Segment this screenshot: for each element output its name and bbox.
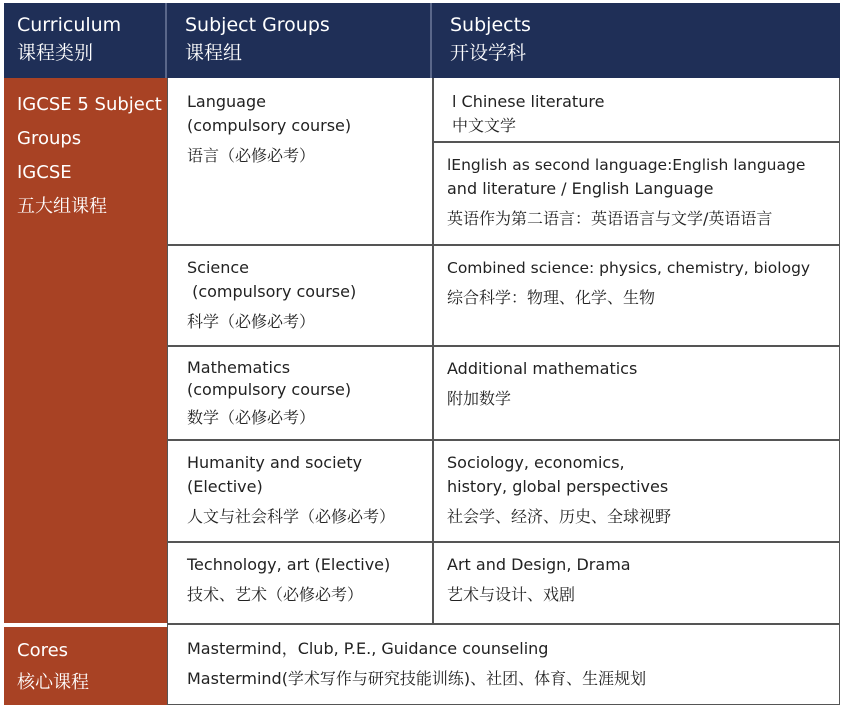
subject-math-cn: 附加数学 (447, 389, 512, 408)
group-math-en2: (compulsory course) (187, 380, 352, 399)
subject-english-en2: and literature / English Language (447, 179, 714, 198)
sidebar-igcse (4, 78, 167, 623)
group-science-en2: (compulsory course) (187, 282, 357, 301)
subject-humanity (432, 443, 840, 529)
group-tech-en: Technology, art (Elective) (187, 555, 391, 574)
subject-chinese-cn: 中文文学 (452, 116, 517, 135)
subject-science-en: Combined science: physics, chemistry, biology (447, 259, 811, 277)
sidebar-igcse-line2: Groups (17, 128, 82, 149)
subject-science-cn: 综合科学：物理、化学、生物 (447, 288, 656, 307)
subject-english-cn: 英语作为第二语言：英语语言与文学/英语语言 (447, 209, 773, 228)
subject-humanity-en1: Sociology, economics, (447, 453, 625, 472)
sidebar-igcse-line1: IGCSE 5 Subject (17, 94, 162, 115)
group-math (167, 349, 432, 429)
subject-english (432, 145, 840, 231)
curriculum-table (4, 3, 840, 705)
subject-chinese-en: l Chinese literature (452, 92, 605, 111)
group-humanity-cn: 人文与社会科学（必修必考） (187, 507, 396, 526)
header-subjects-cn: 开设学科 (450, 42, 527, 64)
subject-chinese (432, 82, 840, 138)
table-bottom-border (167, 704, 840, 705)
sidebar-cores (4, 627, 167, 705)
row-divider-2 (167, 345, 840, 347)
cores-cn: Mastermind(学术写作与研究技能训练)、社团、体育、生涯规划 (187, 669, 647, 688)
subject-tech (432, 545, 840, 607)
header-curriculum-cn: 课程类别 (17, 42, 94, 64)
group-language (167, 82, 432, 168)
sidebar-cores-cn: 核心课程 (17, 672, 89, 693)
header-subjects (432, 3, 840, 78)
group-science-cn: 科学（必修必考） (187, 312, 316, 331)
header-groups-en: Subject Groups (185, 14, 330, 36)
group-humanity (167, 443, 432, 529)
subject-english-en1: lEnglish as second language:English language (447, 156, 806, 174)
header-groups-cn: 课程组 (185, 42, 243, 64)
sidebar-cores-en: Cores (17, 640, 69, 661)
subject-math (432, 349, 840, 411)
header-subjects-en: Subjects (450, 14, 531, 36)
group-science (167, 248, 432, 334)
group-science-en1: Science (187, 258, 250, 277)
subject-science (432, 248, 840, 310)
cores-en: Mastermind，Club, P.E., Guidance counseling (187, 639, 549, 658)
group-language-en2: (compulsory course) (187, 116, 352, 135)
group-math-cn: 数学（必修必考） (187, 408, 316, 427)
header-subject-groups (167, 3, 432, 78)
group-language-en1: Language (187, 92, 266, 111)
row-divider-language-sub (432, 141, 840, 143)
group-math-en1: Mathematics (187, 358, 291, 377)
row-divider-3 (167, 439, 840, 441)
subject-humanity-en2: history, global perspectives (447, 477, 669, 496)
group-humanity-en1: Humanity and society (187, 453, 363, 472)
group-tech (167, 545, 432, 607)
subject-tech-en: Art and Design, Drama (447, 555, 631, 574)
header-curriculum-en: Curriculum (17, 14, 122, 36)
sidebar-igcse-cn: 五大组课程 (17, 196, 107, 217)
subject-math-en: Additional mathematics (447, 359, 638, 378)
group-tech-cn: 技术、艺术（必修必考） (187, 585, 364, 604)
cores-content (167, 629, 840, 691)
group-language-cn: 语言（必修必考） (187, 146, 316, 165)
row-divider-1 (167, 244, 840, 246)
row-divider-4 (167, 541, 840, 543)
subject-humanity-cn: 社会学、经济、历史、全球视野 (447, 507, 672, 526)
header-curriculum (4, 3, 167, 78)
row-divider-5 (167, 623, 840, 625)
group-humanity-en2: (Elective) (187, 477, 263, 496)
subject-tech-cn: 艺术与设计、戏剧 (447, 585, 576, 604)
sidebar-igcse-line3: IGCSE (17, 162, 72, 183)
